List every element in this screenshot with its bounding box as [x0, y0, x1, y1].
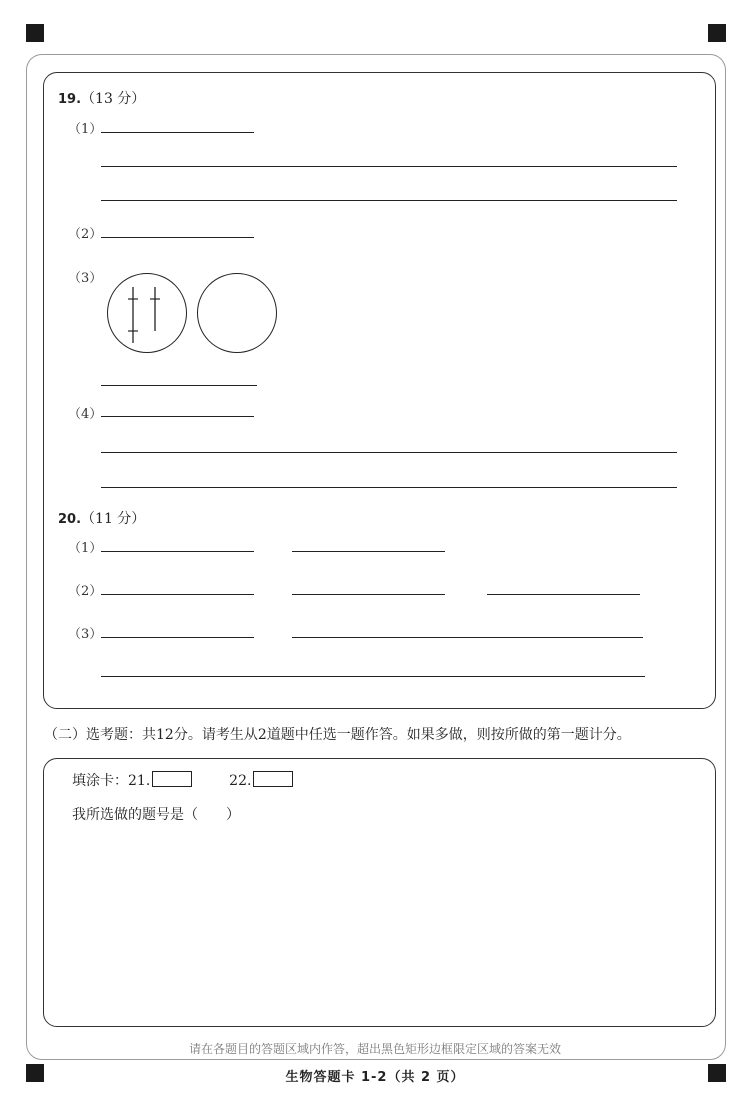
- cell-diagram-with-chromosomes: [107, 273, 187, 353]
- q19-part-4-answer-line-2[interactable]: [101, 487, 677, 488]
- fill-card-label: 填涂卡：21.: [72, 773, 151, 789]
- q19-part-2-label: （2）: [68, 227, 103, 242]
- registration-marker-top-left: [26, 24, 44, 42]
- fill-card-row: [72, 770, 293, 790]
- q19-part-4-blank[interactable]: [101, 416, 254, 417]
- q20-part-2-blank-2[interactable]: [292, 594, 445, 595]
- q19-part-1-answer-line-2[interactable]: [101, 200, 677, 201]
- q20-part-3-blank-2[interactable]: [292, 637, 643, 638]
- option-22-label: 22.: [229, 773, 252, 789]
- page-footer: 生物答题卡 1-2（共 2 页）: [285, 1070, 465, 1085]
- q19-part-3-label: （3）: [68, 271, 103, 286]
- q19-part-3-blank[interactable]: [101, 385, 257, 386]
- q20-part-3-label: （3）: [68, 627, 103, 642]
- q19-part-1-answer-line-1[interactable]: [101, 166, 677, 167]
- registration-marker-top-right: [708, 24, 726, 42]
- q19-part-4-answer-line-1[interactable]: [101, 452, 677, 453]
- q19-number: 19.: [58, 92, 82, 107]
- q20-part-3-answer-line[interactable]: [101, 676, 645, 677]
- q19-part-1-blank[interactable]: [101, 132, 254, 133]
- q20-part-1-blank-1[interactable]: [101, 551, 254, 552]
- q20-part-2-blank-1[interactable]: [101, 594, 254, 595]
- q20-part-1-label: （1）: [68, 541, 103, 556]
- elective-answer-area[interactable]: [43, 758, 716, 1027]
- q20-part-3-blank-1[interactable]: [101, 637, 254, 638]
- q19-points: （13 分）: [81, 91, 146, 107]
- chosen-question-prompt: 我所选做的题号是（ ）: [72, 807, 240, 823]
- q20-part-1-blank-2[interactable]: [292, 551, 445, 552]
- option-22-bubble[interactable]: [253, 771, 293, 787]
- q19-q20-answer-area: [43, 72, 716, 709]
- q19-part-4-label: （4）: [68, 407, 103, 422]
- q19-part-2-blank[interactable]: [101, 237, 254, 238]
- cell-diagram-blank[interactable]: [197, 273, 277, 353]
- boundary-notice: 请在各题目的答题区域内作答，超出黑色矩形边框限定区域的答案无效: [188, 1042, 561, 1056]
- q19-title: [58, 88, 145, 108]
- q20-points: （11 分）: [81, 511, 146, 527]
- option-21-bubble[interactable]: [152, 771, 192, 787]
- chromosome-drawing: [107, 273, 187, 353]
- q20-part-2-blank-3[interactable]: [487, 594, 640, 595]
- q19-part-1-label: （1）: [68, 122, 103, 137]
- q20-part-2-label: （2）: [68, 584, 103, 599]
- q20-number: 20.: [58, 512, 82, 527]
- q20-title: [58, 508, 145, 528]
- elective-section-title: （二）选考题：共12分。请考生从2道题中任选一题作答。如果多做，则按所做的第一题计分。: [44, 727, 631, 743]
